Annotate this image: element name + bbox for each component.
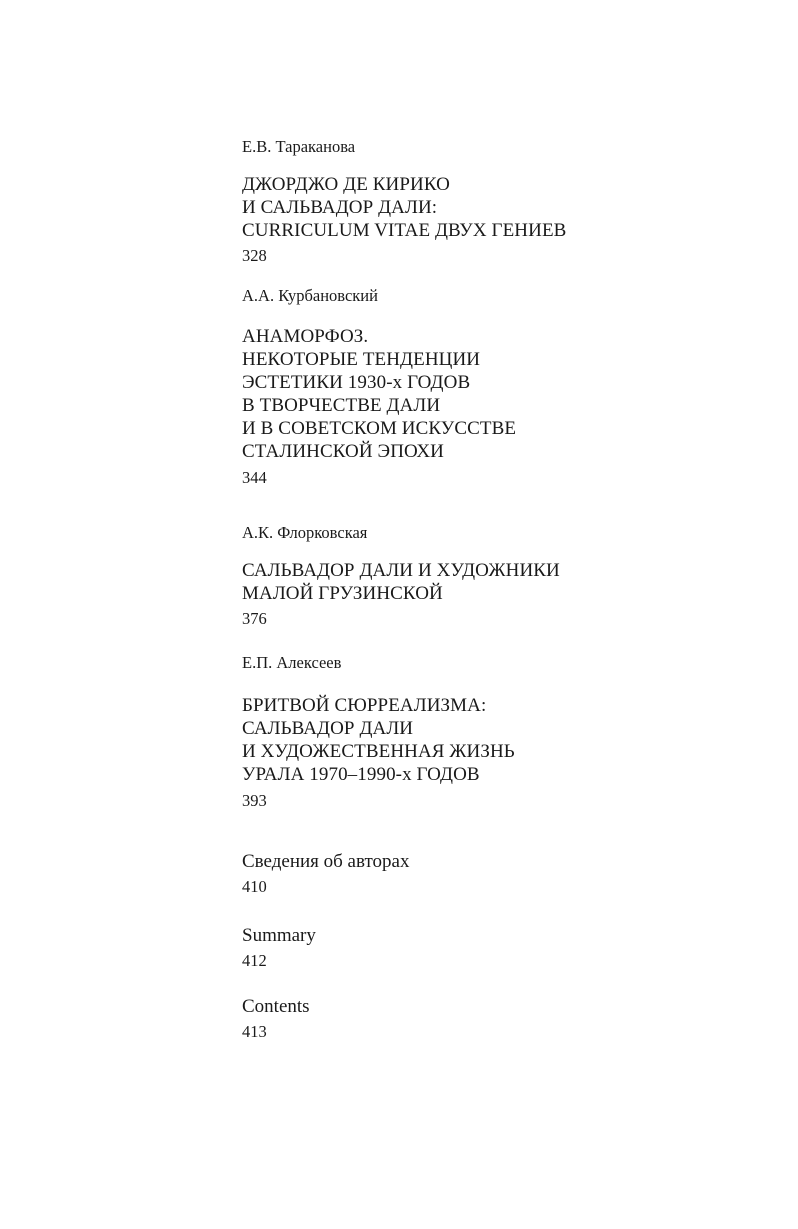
entry-title xyxy=(242,559,560,605)
entry-title-line: АНАМОРФОЗ. xyxy=(242,326,369,347)
entry-title-line: CURRICULUM VITAE ДВУХ ГЕНИЕВ xyxy=(242,220,567,241)
entry-title-line: И ХУДОЖЕСТВЕННАЯ ЖИЗНЬ xyxy=(242,741,515,762)
entry-author: А.А. Курбановский xyxy=(242,286,378,305)
section-label: Сведения об авторах xyxy=(242,851,410,872)
entry-title-line: НЕКОТОРЫЕ ТЕНДЕНЦИИ xyxy=(242,349,481,370)
entry-author: А.К. Флорковская xyxy=(242,523,368,542)
entry-title xyxy=(242,325,516,463)
entry-title-line: ДЖОРДЖО ДЕ КИРИКО xyxy=(242,174,450,195)
entry-title xyxy=(242,694,515,786)
entry-page-number: 376 xyxy=(242,609,267,628)
entry-title-line: УРАЛА 1970–1990-х ГОДОВ xyxy=(242,764,480,785)
entry-page-number: 393 xyxy=(242,791,267,810)
entry-title-line: СТАЛИНСКОЙ ЭПОХИ xyxy=(242,441,444,462)
entry-title-line: САЛЬВАДОР ДАЛИ xyxy=(242,718,414,739)
entry-page-number: 344 xyxy=(242,468,267,487)
entry-page-number: 328 xyxy=(242,246,267,265)
entry-title-line: БРИТВОЙ СЮРРЕАЛИЗМА: xyxy=(242,695,487,716)
entry-title-line: В ТВОРЧЕСТВЕ ДАЛИ xyxy=(242,395,441,416)
entry-title-line: МАЛОЙ ГРУЗИНСКОЙ xyxy=(242,583,443,604)
entry-title xyxy=(242,173,566,242)
entry-title-line: И САЛЬВАДОР ДАЛИ: xyxy=(242,197,438,218)
entry-author: Е.В. Тараканова xyxy=(242,137,356,156)
section-label: Contents xyxy=(242,996,310,1017)
section-page-number: 410 xyxy=(242,877,267,896)
entry-title-line: И В СОВЕТСКОМ ИСКУССТВЕ xyxy=(242,418,517,439)
section-label: Summary xyxy=(242,925,316,946)
section-page-number: 412 xyxy=(242,951,267,970)
entry-title-line: САЛЬВАДОР ДАЛИ И ХУДОЖНИКИ xyxy=(242,560,560,581)
section-page-number: 413 xyxy=(242,1022,267,1041)
entry-title-line: ЭСТЕТИКИ 1930-х ГОДОВ xyxy=(242,372,471,393)
entry-author: Е.П. Алексеев xyxy=(242,653,342,672)
